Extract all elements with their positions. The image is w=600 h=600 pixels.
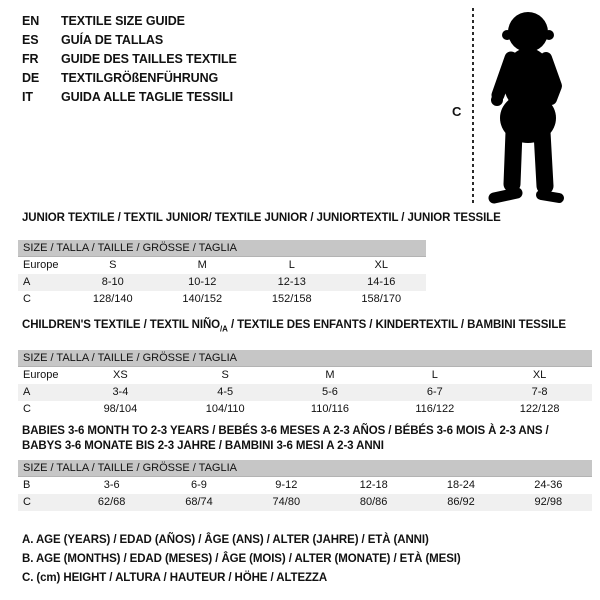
table-title-line <box>22 424 592 439</box>
language-row <box>22 88 237 107</box>
row-label: C <box>23 293 31 305</box>
table-cell: 7-8 <box>531 386 548 399</box>
row-label: B <box>23 479 31 491</box>
table-cell: 10-12 <box>188 276 217 288</box>
table-cell: 24-36 <box>534 479 563 491</box>
size-table-babies <box>18 424 592 511</box>
table-cell: 74/80 <box>272 496 301 508</box>
language-row <box>22 50 237 69</box>
table-cell: XL <box>532 369 547 382</box>
table-cell: 122/128 <box>519 403 560 416</box>
table-cell: XS <box>113 369 128 382</box>
row-label: A <box>23 276 31 288</box>
language-code: FR <box>22 52 39 66</box>
footnote-line: C. (cm) HEIGHT / ALTURA / HAUTEUR / HÖHE / ALTEZZA <box>22 572 328 584</box>
table-cell: 4-5 <box>217 386 234 399</box>
language-code: ES <box>22 33 39 47</box>
table-row <box>18 494 592 511</box>
row-label: C <box>23 403 31 416</box>
table-cell: S <box>109 259 117 271</box>
table-cell: L <box>431 369 438 382</box>
table-cell: 14-16 <box>367 276 396 288</box>
size-header-bar: SIZE / TALLA / TAILLE / GRÖSSE / TAGLIA <box>18 240 426 257</box>
language-code: DE <box>22 71 40 85</box>
row-label: A <box>23 386 31 399</box>
table-cell: 62/68 <box>97 496 126 508</box>
table-title-text: / TEXTILE DES ENFANTS / KINDERTEXTIL / BAMBINI TESSILE <box>227 319 566 331</box>
table-cell: 116/122 <box>415 403 455 416</box>
table-cell: 68/74 <box>185 496 213 508</box>
language-list <box>22 12 237 107</box>
table-title-line <box>22 318 592 336</box>
table-cell: 86/92 <box>447 496 475 508</box>
table-cell: 110/116 <box>310 403 350 416</box>
size-header-bar: SIZE / TALLA / TAILLE / GRÖSSE / TAGLIA <box>18 350 592 367</box>
table-cell: 152/158 <box>271 293 312 305</box>
height-measure-dashed-line <box>472 8 474 206</box>
table-title <box>22 318 592 336</box>
table-cell: 92/98 <box>534 496 563 508</box>
language-label: GUIDE DES TAILLES TEXTILE <box>61 52 237 66</box>
table-row <box>18 477 592 494</box>
table-cell: 140/152 <box>182 293 223 305</box>
footnotes <box>22 531 461 588</box>
table-title-line <box>22 211 501 226</box>
table-title-text: CHILDREN'S TEXTILE / TEXTIL NIÑO <box>22 319 221 331</box>
table-cell: 158/170 <box>361 293 402 305</box>
table-title <box>22 211 501 226</box>
toddler-silhouette-image <box>481 6 576 208</box>
table-cell: L <box>288 259 295 271</box>
language-label: TEXTILE SIZE GUIDE <box>61 14 185 28</box>
table-cell: 6-7 <box>426 386 443 399</box>
table-row <box>18 401 592 418</box>
table-cell: 12-13 <box>277 276 306 288</box>
language-label: GUÍA DE TALLAS <box>61 33 164 47</box>
table-cell: 80/86 <box>359 496 388 508</box>
footnote-line: B. AGE (MONTHS) / EDAD (MESES) / ÂGE (MOIS) / ALTER (MONATE) / ETÀ (MESI) <box>22 553 461 565</box>
table-title-text: JUNIOR TEXTILE / TEXTIL JUNIOR/ TEXTILE JUNIOR / JUNIORTEXTIL / JUNIOR TESSILE <box>22 212 501 224</box>
table-cell: 8-10 <box>101 276 124 288</box>
table-cell: 3-6 <box>103 479 120 491</box>
language-row <box>22 69 237 88</box>
table-title-text: BABIES 3-6 MONTH TO 2-3 YEARS / BEBÉS 3-6 MESES A 2-3 AÑOS / BÉBÉS 3-6 MOIS À 2-3 ANS / <box>22 425 549 437</box>
table-cell: 12-18 <box>359 479 388 491</box>
table-row <box>18 367 592 384</box>
row-label: Europe <box>23 369 59 382</box>
table-cell: 6-9 <box>191 479 207 491</box>
table-cell: 104/110 <box>205 403 245 416</box>
table-cell: 128/140 <box>92 293 133 305</box>
language-label: GUIDA ALLE TAGLIE TESSILI <box>61 90 234 104</box>
table-title-line <box>22 439 592 454</box>
row-label: C <box>23 496 31 508</box>
table-cell: 9-12 <box>275 479 298 491</box>
language-label: TEXTILGRÖßENFÜHRUNG <box>61 71 219 85</box>
table-cell: XL <box>374 259 388 271</box>
table-rows <box>18 367 592 418</box>
size-table-children <box>18 318 592 418</box>
table-cell: 3-4 <box>112 386 129 399</box>
size-header-bar: SIZE / TALLA / TAILLE / GRÖSSE / TAGLIA <box>18 460 592 477</box>
row-label: Europe <box>23 259 59 271</box>
table-cell: 18-24 <box>446 479 476 491</box>
language-row <box>22 12 237 31</box>
language-code: EN <box>22 14 40 28</box>
height-measure-label: C <box>452 104 462 119</box>
table-cell: M <box>325 369 335 382</box>
language-code: IT <box>22 90 33 104</box>
table-row <box>18 257 426 274</box>
language-row <box>22 31 237 50</box>
size-table-junior <box>18 211 501 308</box>
table-title-subscript: /A <box>220 324 228 334</box>
table-rows <box>18 477 592 511</box>
table-row <box>18 274 426 291</box>
table-rows <box>18 257 426 308</box>
table-title <box>22 424 592 454</box>
footnote-line: A. AGE (YEARS) / EDAD (AÑOS) / ÂGE (ANS) / ALTER (JAHRE) / ETÀ (ANNI) <box>22 534 429 546</box>
table-row <box>18 291 426 308</box>
table-cell: 5-6 <box>322 386 338 399</box>
table-row <box>18 384 592 401</box>
table-cell: 98/104 <box>103 403 138 416</box>
table-cell: M <box>197 259 207 271</box>
table-cell: S <box>221 369 229 382</box>
table-title-text: BABYS 3-6 MONATE BIS 2-3 JAHRE / BAMBINI 3-6 MESI A 2-3 ANNI <box>22 440 384 452</box>
